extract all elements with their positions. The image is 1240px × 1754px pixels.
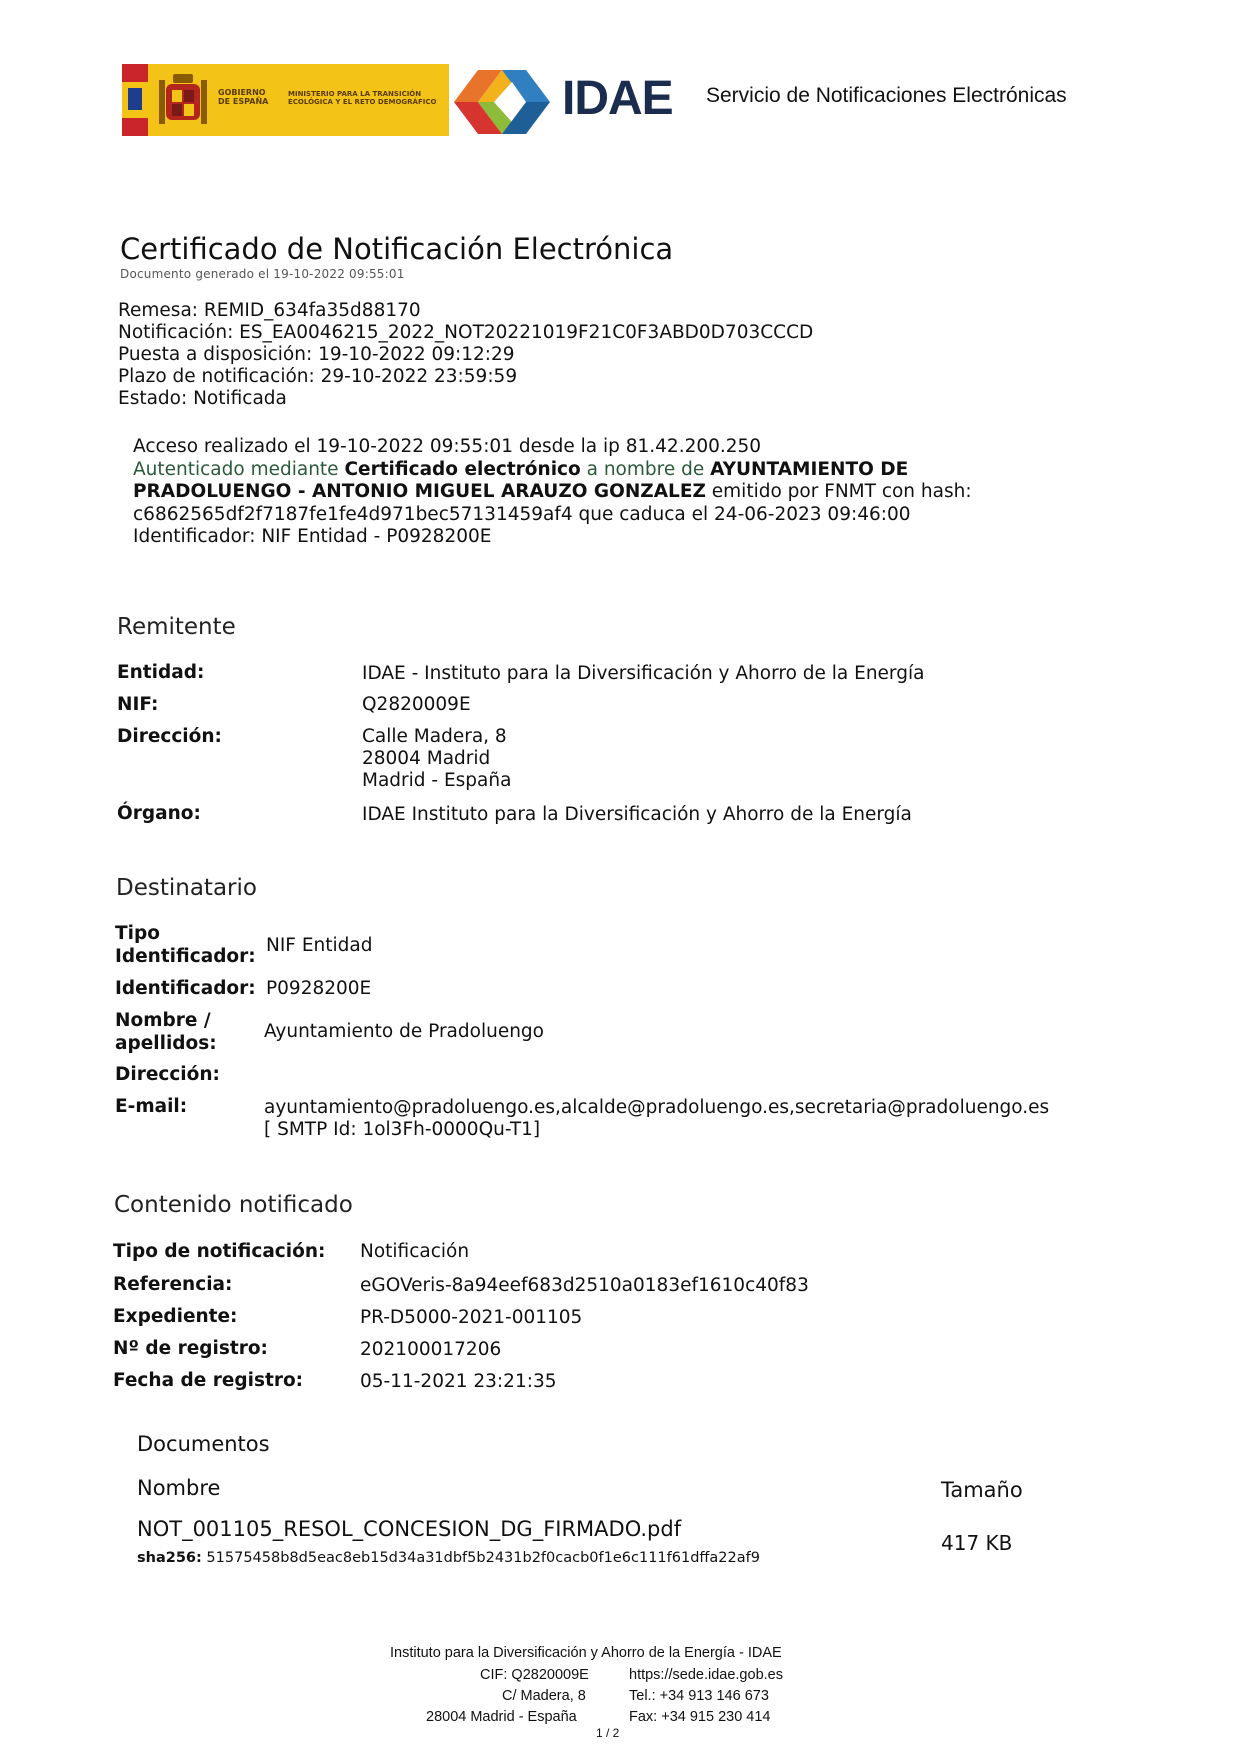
documents-name-header: Nombre (137, 1476, 221, 1500)
notification-id: Notificación: ES_EA0046215_2022_NOT20221019F21C0F3ABD0D703CCCD (118, 322, 814, 343)
footer-city: 28004 Madrid - España (426, 1709, 577, 1725)
deadline: Plazo de notificación: 29-10-2022 23:59:59 (118, 366, 518, 387)
cert-hash: c6862565df2f7187fe1fe4d971bec57131459af4 que caduca el 24-06-2023 09:46:00 (133, 503, 911, 525)
registry-date-label: Fecha de registro: (113, 1370, 304, 1391)
sender-organ: IDAE Instituto para la Diversificación y Ahorro de la Energía (362, 804, 912, 825)
recipient-email: ayuntamiento@pradoluengo.es,alcalde@pradoluengo.es,secretaria@pradoluengo.es [ SMTP Id: 1ol3Fh-0000Qu-T1] (264, 1097, 1050, 1140)
footer-fax: Fax: +34 915 230 414 (629, 1709, 771, 1725)
footer-web: https://sede.idae.gob.es (629, 1667, 783, 1683)
footer-tel: Tel.: +34 913 146 673 (629, 1688, 769, 1704)
service-title: Servicio de Notificaciones Electrónicas (706, 84, 1067, 107)
smtp-id: [ SMTP Id: 1ol3Fh-0000Qu-T1] (264, 1119, 541, 1140)
sender-heading: Remitente (117, 614, 236, 640)
coat-of-arms-icon (158, 70, 208, 130)
document-file-size: 417 KB (941, 1531, 1013, 1555)
spain-flag-icon (122, 64, 148, 136)
sender-organ-label: Órgano: (117, 803, 201, 824)
access-record (133, 436, 1033, 549)
access-line: Acceso realizado el 19-10-2022 09:55:01 desde la ip 81.42.200.250 (133, 436, 762, 457)
government-logo-text: GOBIERNO DE ESPAÑA (218, 88, 269, 106)
sender-entity-label: Entidad: (117, 662, 205, 683)
recipient-type: NIF Entidad (266, 935, 373, 956)
idae-logo-icon (450, 60, 554, 144)
document-title: Certificado de Notificación Electrónica (120, 232, 674, 266)
sender-entity: IDAE - Instituto para la Diversificación y Ahorro de la Energía (362, 663, 925, 684)
reference-label: Referencia: (113, 1274, 233, 1295)
sender-address: Calle Madera, 8 28004 Madrid Madrid - España (362, 726, 512, 791)
reference: eGOVeris-8a94eef683d2510a0183ef1610c40f83 (360, 1275, 809, 1296)
generated-timestamp: Documento generado el 19-10-2022 09:55:01 (120, 267, 405, 281)
documents-size-header: Tamaño (941, 1478, 1023, 1502)
recipient-id: P0928200E (266, 978, 372, 999)
auth-method: Certificado electrónico (344, 458, 581, 480)
recipient-name: Ayuntamiento de Pradoluengo (264, 1021, 544, 1042)
availability-date: Puesta a disposición: 19-10-2022 09:12:29 (118, 344, 515, 365)
recipient-address-label: Dirección: (115, 1064, 220, 1085)
footer-cif: CIF: Q2820009E (480, 1667, 589, 1683)
recipient-name-label: Nombre / apellidos: (115, 1010, 217, 1054)
sender-nif-label: NIF: (117, 694, 159, 715)
status: Estado: Notificada (118, 388, 287, 409)
notification-meta (118, 300, 813, 410)
file-number-label: Expediente: (113, 1306, 238, 1327)
document-hash: sha256: 51575458b8d5eac8eb15d34a31dbf5b2431b2f0cacb0f1e6c111f61dffa22af9 (137, 1550, 760, 1566)
document-file-name: NOT_001105_RESOL_CONCESION_DG_FIRMADO.pdf (137, 1517, 682, 1541)
content-heading: Contenido notificado (114, 1192, 353, 1218)
recipient-email-label: E-mail: (115, 1096, 188, 1117)
footer-org: Instituto para la Diversificación y Ahorro de la Energía - IDAE (390, 1645, 782, 1661)
recipient-type-label: Tipo Identificador: (115, 923, 256, 967)
registry-number-label: Nº de registro: (113, 1338, 268, 1359)
registry-number: 202100017206 (360, 1339, 502, 1360)
ministry-logo-text: MINISTERIO PARA LA TRANSICIÓN ECOLÓGICA Y EL RETO DEMOGRÁFICO (288, 90, 437, 106)
notification-type-label: Tipo de notificación: (113, 1241, 326, 1262)
documents-heading: Documentos (137, 1432, 270, 1456)
recipient-id-label: Identificador: (115, 978, 256, 999)
auth-line: Autenticado mediante Certificado electrónico a nombre de AYUNTAMIENTO DE (133, 458, 909, 480)
sender-address-label: Dirección: (117, 726, 222, 747)
remesa: Remesa: REMID_634fa35d88170 (118, 300, 421, 321)
auth-line-2: PRADOLUENGO - ANTONIO MIGUEL ARAUZO GONZALEZ emitido por FNMT con hash: (133, 481, 972, 502)
auth-name-b: PRADOLUENGO - ANTONIO MIGUEL ARAUZO GONZALEZ (133, 481, 706, 502)
access-identifier: Identificador: NIF Entidad - P0928200E (133, 526, 492, 547)
page-number: 1 / 2 (596, 1727, 620, 1740)
notification-type: Notificación (360, 1241, 470, 1262)
idae-logo-word: IDAE (562, 72, 673, 125)
sender-nif: Q2820009E (362, 694, 471, 715)
footer-street: C/ Madera, 8 (502, 1688, 586, 1704)
auth-name-a: AYUNTAMIENTO DE (710, 458, 909, 480)
recipient-heading: Destinatario (116, 875, 257, 901)
file-number: PR-D5000-2021-001105 (360, 1307, 583, 1328)
registry-date: 05-11-2021 23:21:35 (360, 1371, 557, 1392)
